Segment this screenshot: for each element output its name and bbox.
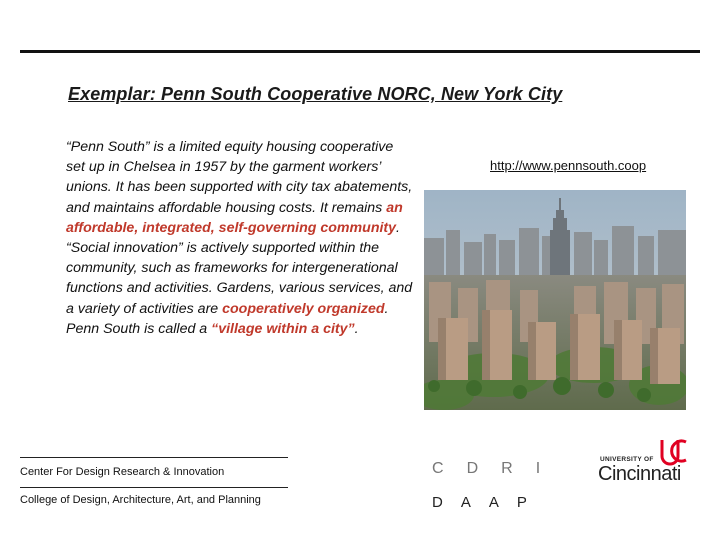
daap-letter: A (460, 494, 472, 511)
uc-university-of: UNIVERSITY OF (600, 456, 654, 463)
footer-divider-1 (20, 457, 288, 458)
top-divider (20, 50, 700, 53)
cdri-letter: D (466, 460, 480, 477)
daap-letter: D (432, 494, 444, 511)
body-text-3: . Penn South is called a (66, 300, 389, 337)
body-text-4: . (354, 320, 359, 337)
body-text-1: “Penn South” is a limited equity housing cooperative set up in Chelsea in 1957 by the garment workers’ unions. It has been supported with city tax abatements, and maintains affordable housing costs. It remains (66, 139, 413, 216)
highlight-affordable-community: an affordable, integrated, self-governing community (66, 199, 403, 236)
body-paragraph (66, 137, 416, 339)
uc-wordmark: Cincinnati (598, 463, 681, 485)
cdri-logo-letters (432, 460, 541, 478)
cdri-letter: C (432, 460, 445, 477)
footer-cdri-name: Center For Design Research & Innovation (20, 466, 225, 478)
website-link[interactable]: http://www.pennsouth.coop (490, 158, 647, 173)
highlight-cooperatively-organized: cooperatively organized (222, 300, 385, 317)
daap-logo-letters (432, 494, 528, 511)
highlight-village-within-city: “village within a city” (211, 320, 355, 337)
slide-title: Exemplar: Penn South Cooperative NORC, New York City (68, 84, 563, 104)
footer-divider-2 (20, 487, 288, 488)
cdri-letter: I (535, 460, 542, 477)
daap-letter: A (488, 494, 500, 511)
daap-letter: P (516, 494, 528, 511)
body-text-2: . “Social innovation” is actively supported within the community, such as frameworks for intergenerational functions and activities. Gardens, various services, and a variety of activities are (66, 219, 413, 317)
aerial-city-photo (424, 190, 686, 410)
footer-daap-name: College of Design, Architecture, Art, and Planning (20, 494, 261, 506)
cdri-letter: R (501, 460, 514, 477)
